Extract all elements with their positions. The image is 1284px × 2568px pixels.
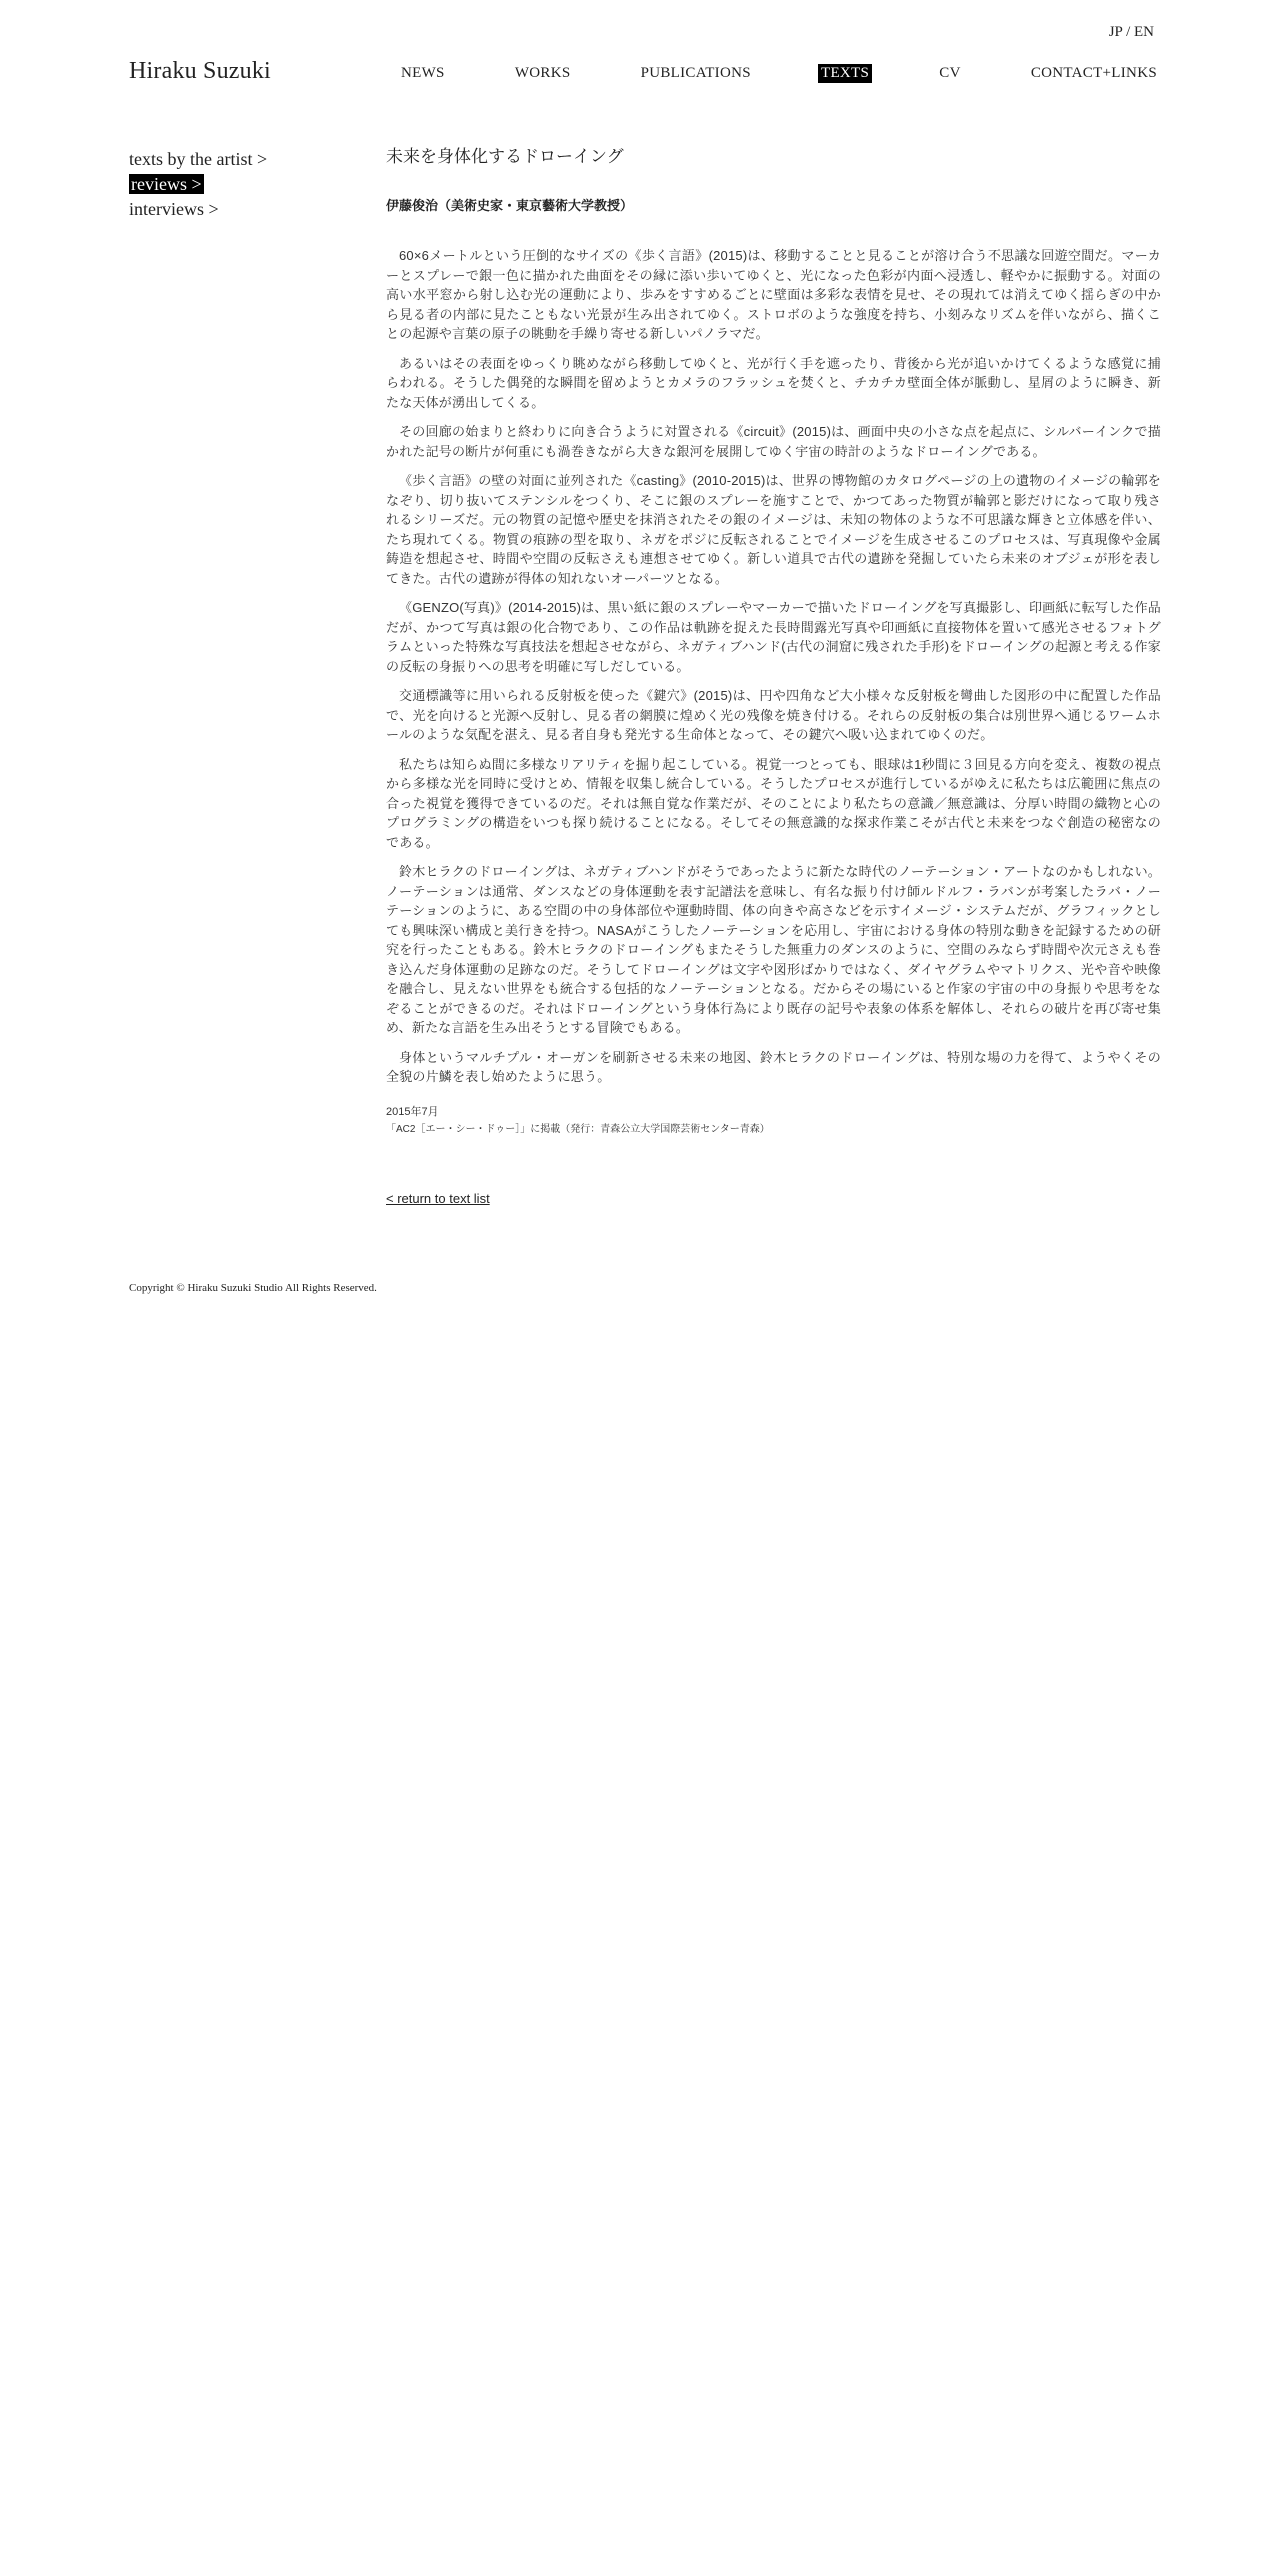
article-body — [386, 246, 1161, 1087]
nav-publications[interactable]: PUBLICATIONS — [640, 65, 751, 81]
sidebar-item-interviews[interactable] — [129, 197, 267, 222]
article-paragraph: 交通標識等に用いられる反射板を使った《鍵穴》(2015)は、円や四角など大小様々な反射板を彎曲した図形の中に配置した作品で、光を向けると光源へ反射し、見る者の網膜に煌めく光の残像を焼き付ける。それらの反射板の集合は別世界へ通じるワームホールのような気配を湛え、見る者自身も発光する生命体となって、その鍵穴へ吸い込まれてゆくのだ。 — [386, 688, 1161, 742]
article-paragraph: 《歩く言語》の壁の対面に並列された《casting》(2010-2015)は、世界の博物館のカタログページの上の遺物のイメージの輪郭をなぞり、切り抜いてステンシルをつくり、そこに銀のスプレーを施すことで、かつてあった物質が輪郭と影だけになって取り残されるシリーズだ。元の物質の記憶や歴史を抹消されたその銀のイメージは、未知の物体のような不可思議な輝きと立体感を伴い、たち現れてくる。物質の痕跡の型を取り、ネガをポジに反転されることでイメージを生成させるこのプロセスは、写真現像や金属鋳造を想起させ、時間や空間の反転さえも連想させてゆく。新しい道具で古代の遺跡を発掘していたら未来のオブジェが形を表してきた。古代の遺跡が得体の知れないオーパーツとなる。 — [386, 473, 1161, 586]
copyright: Copyright © Hiraku Suzuki Studio All Rights Reserved. — [129, 1282, 377, 1294]
nav-cv[interactable]: CV — [939, 65, 961, 81]
nav-texts[interactable]: TEXTS — [818, 64, 872, 83]
sidebar-item-texts-by-artist[interactable] — [129, 147, 267, 172]
sidebar-item-label: texts by the artist > — [129, 149, 268, 169]
sidebar-item-reviews[interactable] — [129, 172, 267, 197]
article-title: 未来を身体化するドローイング — [386, 147, 624, 166]
nav-works[interactable]: WORKS — [514, 65, 571, 81]
article-paragraph: 《GENZO(写真)》(2014-2015)は、黒い紙に銀のスプレーやマーカーで描いたドローイングを写真撮影し、印画紙に転写した作品だが、かつて写真は銀の化合物であり、この作品は軌跡を捉えた長時間露光写真や印画紙に直接物体を置いて感光させるフォトグラムといった特殊な写真技法を想起させながら、ネガティブハンド(古代の洞窟に残された手形)をドローイングの起源と考える作家の反転の身振りへの思考を明確に写しだしている。 — [386, 600, 1161, 674]
nav-news[interactable]: NEWS — [401, 65, 445, 81]
nav-contact-links[interactable]: CONTACT+LINKS — [1030, 65, 1157, 81]
site-logo[interactable]: Hiraku Suzuki — [129, 58, 271, 84]
article-date: 2015年7月 — [386, 1105, 439, 1118]
article — [386, 142, 1161, 1208]
texts-sidebar — [129, 147, 267, 222]
article-paragraph: 鈴木ヒラクのドローイングは、ネガティブハンドがそうであったように新たな時代のノーテーション・アートなのかもしれない。ノーテーションは通常、ダンスなどの身体運動を表す記譜法を意味し、有名な振り付け師ルドルフ・ラバンが考案したラバ・ノーテーションのように、ある空間の中の身体部位や運動時間、体の向きや高さなどを示すイメージ・システムだが、グラフィックとしても興味深い構成と美行きを持つ。NASAがこうしたノーテーションを応用し、宇宙における身体の特別な動きを記録するための研究を行ったこともある。鈴木ヒラクのドローイングもまたそうした無重力のダンスのように、空間のみならず時間や次元さえも巻き込んだ身体運動の足跡なのだ。そうしてドローイングは文字や図形ばかりではなく、ダイヤグラムやマトリクス、光や音や映像を融合し、見えない世界をも統合する包括的なノーテーションとなる。だからその場にいると作家の宇宙の中の身振りや思考をなぞることができるのだ。それはドローイングという身体行為により既存の記号や表象の体系を解体し、それらの破片を再び寄せ集め、新たな言語を生み出そうとする冒険でもある。 — [386, 864, 1161, 1035]
article-paragraph: 60×6メートルという圧倒的なサイズの《歩く言語》(2015)は、移動することと見ることが溶け合う不思議な回遊空間だ。マーカーとスプレーで銀一色に描かれた曲面をその縁に添い歩いてゆくと、光になった色彩が内面へ浸透し、軽やかに振動する。対面の高い水平窓から射し込む光の運動により、歩みをすすめるごとに壁面は多彩な表情を見せ、その現れては消えてゆく揺らぎの中から見る者の内部に見たこともない光景が生み出されてゆく。ストロボのような強度を持ち、小刻みなリズムを伴いながら、描くことの起源や言葉の原子の眺動を手繰り寄せる新しいパノラマだ。 — [386, 248, 1161, 341]
article-paragraph: 私たちは知らぬ間に多様なリアリティを掘り起こしている。視覚一つとっても、眼球は1秒間に３回見る方向を変え、複数の視点から多様な光を同時に受けとめ、情報を収集し統合している。そうしたプロセスが進行しているがゆえに私たちは広範囲に焦点の合った視覚を獲得できているのだ。それは無自覚な作業だが、そのことにより私たちの意識／無意識は、分厚い時間の織物と心のプログラミングの構造をいつも探り続けることになる。そしてその無意識的な探求作業こそが古代と未来をつなぐ創造の秘密なのである。 — [386, 756, 1161, 850]
return-to-text-list-link[interactable]: < return to text list — [386, 1190, 490, 1206]
main-nav — [398, 64, 1160, 83]
article-paragraph: 身体というマルチプル・オーガンを刷新させる未来の地図、鈴木ヒラクのドローイングは、特別な場の力を得て、ようやくその全貌の片鱗を表し始めたように思う。 — [386, 1049, 1161, 1084]
sidebar-item-label: interviews > — [129, 199, 219, 219]
lang-jp-link[interactable]: JP — [1108, 24, 1123, 40]
language-switcher — [1109, 24, 1154, 41]
article-paragraph: あるいはその表面をゆっくり眺めながら移動してゆくと、光が行く手を遮ったり、背後から光が追いかけてくるような感覚に捕らわれる。そうした偶発的な瞬間を留めようとカメラのフラッシュを焚くと、チカチカ壁面全体が脈動し、星屑のように瞬き、新たな天体が湧出してくる。 — [386, 355, 1161, 410]
sidebar-item-label: reviews > — [131, 174, 202, 194]
lang-separator: / — [1122, 24, 1134, 40]
article-author: 伊藤俊治（美術史家・東京藝術大学教授） — [386, 198, 634, 213]
lang-en-link[interactable]: EN — [1134, 24, 1154, 40]
article-paragraph: その回廊の始まりと終わりに向き合うように対置される《circuit》(2015)は、画面中央の小さな点を起点に、シルバーインクで描かれた記号の断片が何重にも渦巻きながら大きな銀河を展開してゆく宇宙の時計のようなドローイングである。 — [386, 424, 1161, 459]
article-publication: 「AC2［エー・シー・ドゥー］」に掲載（発行：青森公立大学国際芸術センター青森） — [386, 1123, 770, 1135]
